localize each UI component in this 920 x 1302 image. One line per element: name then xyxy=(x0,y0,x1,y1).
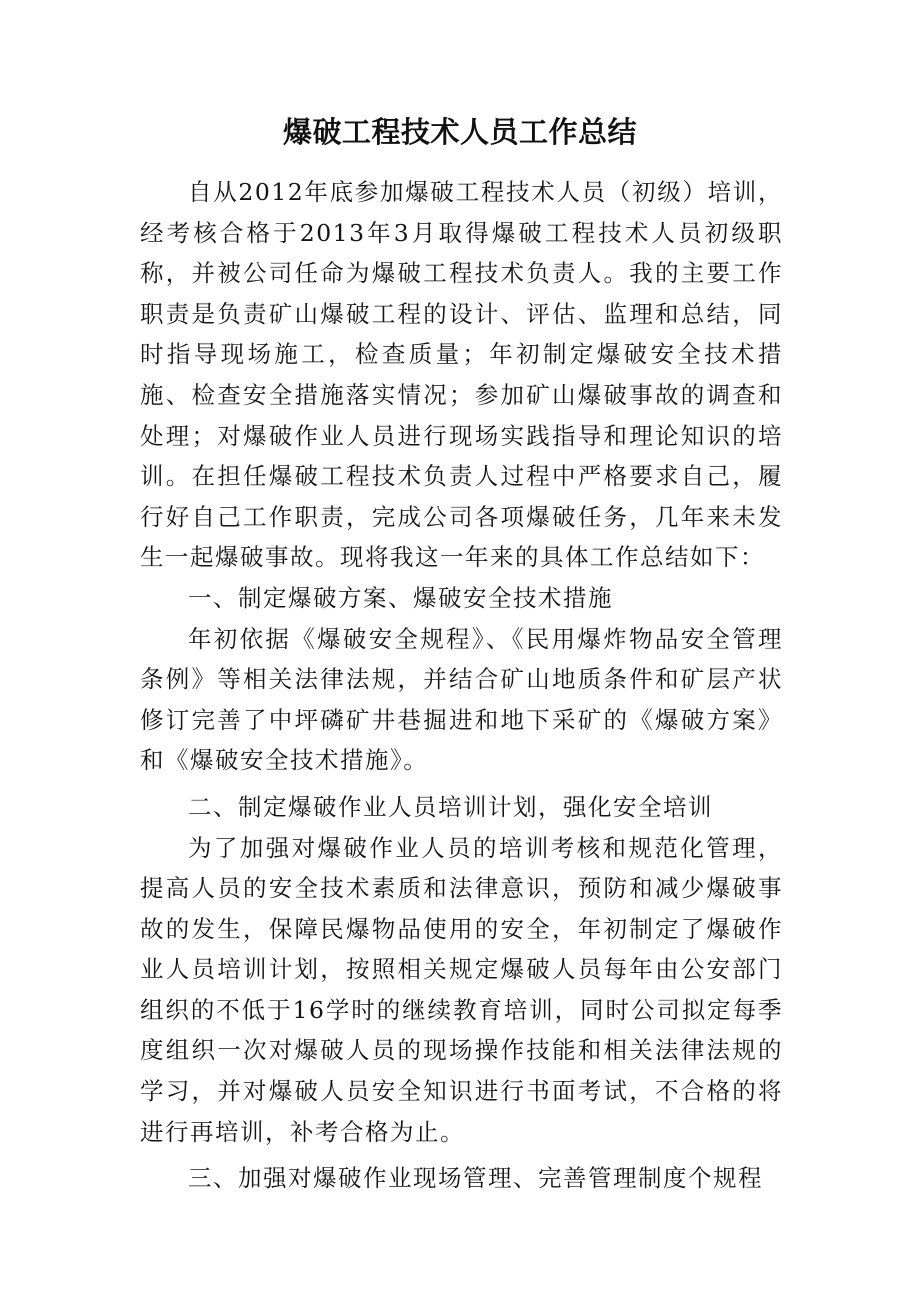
document-body xyxy=(140,172,783,1199)
section-heading-1: 一、制定爆破方案、爆破安全技术措施 xyxy=(188,583,613,612)
section-heading-3: 三、加强对爆破作业现场管理、完善管理制度个规程 xyxy=(188,1164,763,1193)
section-heading-2: 二、制定爆破作业人员培训计划，强化安全培训 xyxy=(188,792,713,821)
document-title: 爆破工程技术人员工作总结 xyxy=(282,115,637,149)
paragraph-intro: 自从2012年底参加爆破工程技术人员（初级）培训，经考核合格于2013年3月取得爆破工程技术人员初级职称，并被公司任命为爆破工程技术负责人。我的主要工作职责是负责矿山爆破工程的设计、评估、监理和总结，同时指导现场施工，检查质量；年初制定爆破安全技术措施、检查安全措施落实情况；参加矿山爆破事故的调查和处理；对爆破作业人员进行现场实践指导和理论知识的培训。在担任爆破工程技术负责人过程中严格要求自己，履行好自己工作职责，完成公司各项爆破任务，几年来未发生一起爆破事故。现将我这一年来的具体工作总结如下： xyxy=(140,178,783,572)
paragraph-section-1: 年初依据《爆破安全规程》、《民用爆炸物品安全管理条例》等相关法律法规，并结合矿山地质条件和矿层产状修订完善了中坪磷矿井巷掘进和地下采矿的《爆破方案》和《爆破安全技术措施》。 xyxy=(140,624,783,775)
paragraph-section-2: 为了加强对爆破作业人员的培训考核和规范化管理，提高人员的安全技术素质和法律意识，预防和减少爆破事故的发生，保障民爆物品使用的安全，年初制定了爆破作业人员培训计划，按照相关规定爆破人员每年由公安部门组织的不低于16学时的继续教育培训，同时公司拟定每季度组织一次对爆破人员的现场操作技能和相关法律法规的学习，并对爆破人员安全知识进行书面考试，不合格的将进行再培训，补考合格为止。 xyxy=(140,833,783,1146)
